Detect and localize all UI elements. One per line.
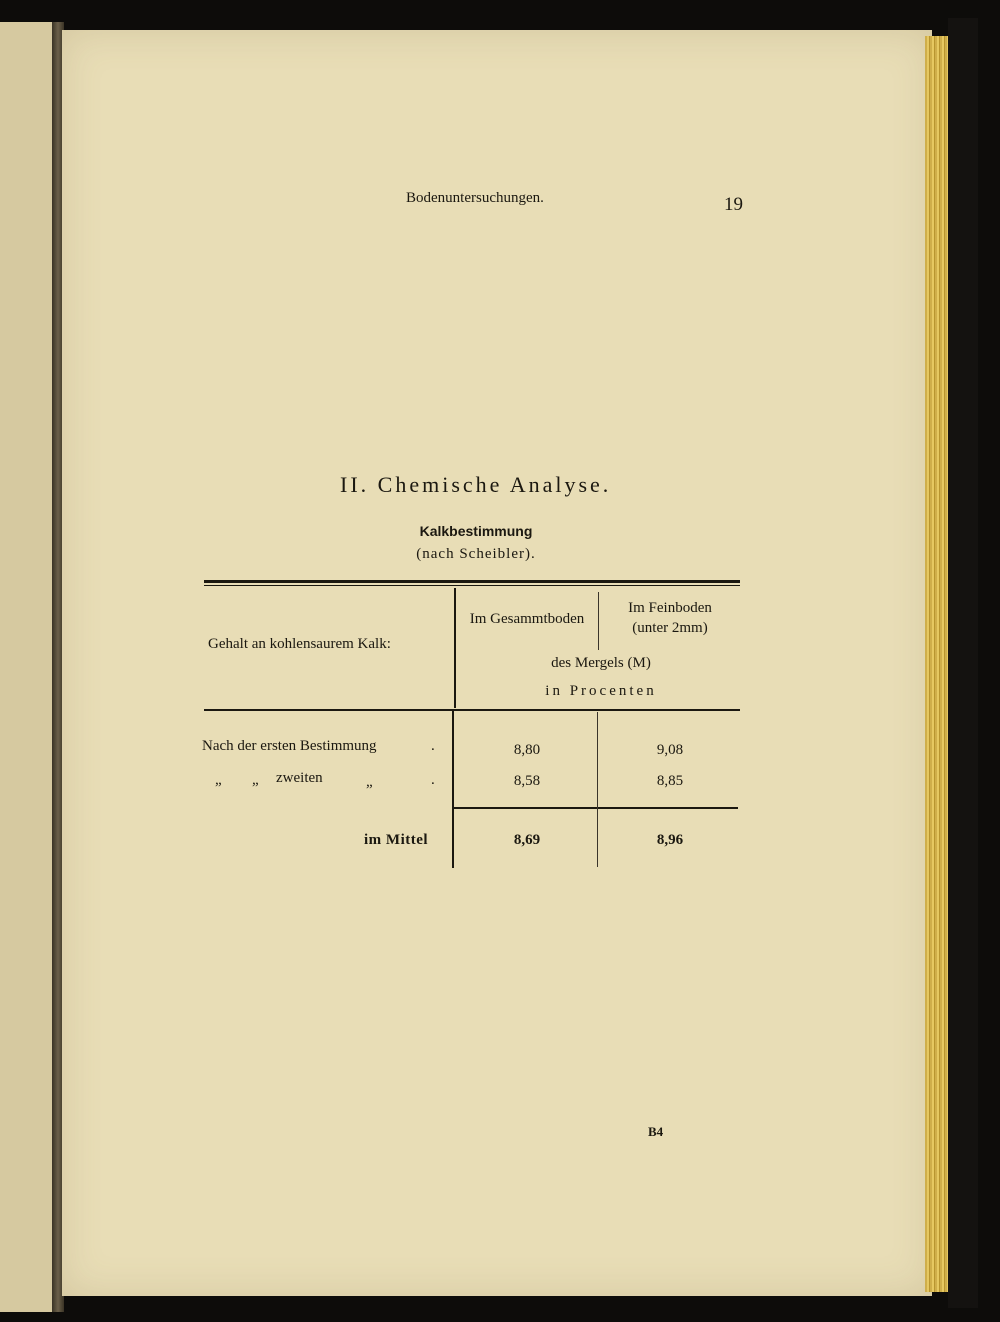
mean-fein: 8,96 <box>656 832 684 848</box>
row-2-gesamt: 8,58 <box>513 773 541 789</box>
table-title: Kalkbestimmung <box>419 523 533 539</box>
table-mean-rule <box>452 807 738 809</box>
row-1-fein: 9,08 <box>656 742 684 758</box>
col-header-gesamtboden: Im Gesammtboden <box>469 611 585 627</box>
book-cover-board <box>948 18 978 1308</box>
table-subtitle: (nach Scheibler). <box>416 546 536 562</box>
unit-line-procent: in Procenten <box>545 683 657 699</box>
table-header-rule <box>204 709 740 711</box>
page-number: 19 <box>724 194 743 215</box>
signature-mark: B4 <box>648 1124 664 1139</box>
col-header-feinboden-sub: (unter 2mm) <box>632 620 708 636</box>
row-2-label: zweiten <box>276 770 323 786</box>
bleed-through <box>300 232 308 255</box>
mean-label: im Mittel <box>364 832 429 848</box>
row-2-ditto-3: „ <box>366 774 373 790</box>
row-2-ditto-1: „ <box>215 772 222 788</box>
mean-gesamt: 8,69 <box>513 832 541 848</box>
row-1-dot: . <box>431 738 435 754</box>
section-title: II. Chemische Analyse. <box>340 472 612 497</box>
running-title: Bodenuntersuchungen. <box>406 190 544 206</box>
facing-page <box>0 22 56 1312</box>
page-edges <box>925 36 949 1292</box>
col-header-feinboden: Im Feinboden <box>628 600 712 616</box>
table-col-divider-head <box>598 592 599 650</box>
table-stub-divider-body <box>452 711 454 868</box>
row-2-fein: 8,85 <box>656 773 684 789</box>
row-header-label: Gehalt an kohlensaurem Kalk: <box>208 636 391 652</box>
table-top-rule <box>204 580 740 583</box>
row-2-dot: . <box>431 772 435 788</box>
row-1-label: Nach der ersten Bestimmung <box>202 738 377 754</box>
row-1-gesamt: 8,80 <box>513 742 541 758</box>
table-top-rule-2 <box>204 585 740 586</box>
row-2-ditto-2: „ <box>252 772 259 788</box>
unit-line-mergel: des Mergels (M) <box>551 655 651 671</box>
